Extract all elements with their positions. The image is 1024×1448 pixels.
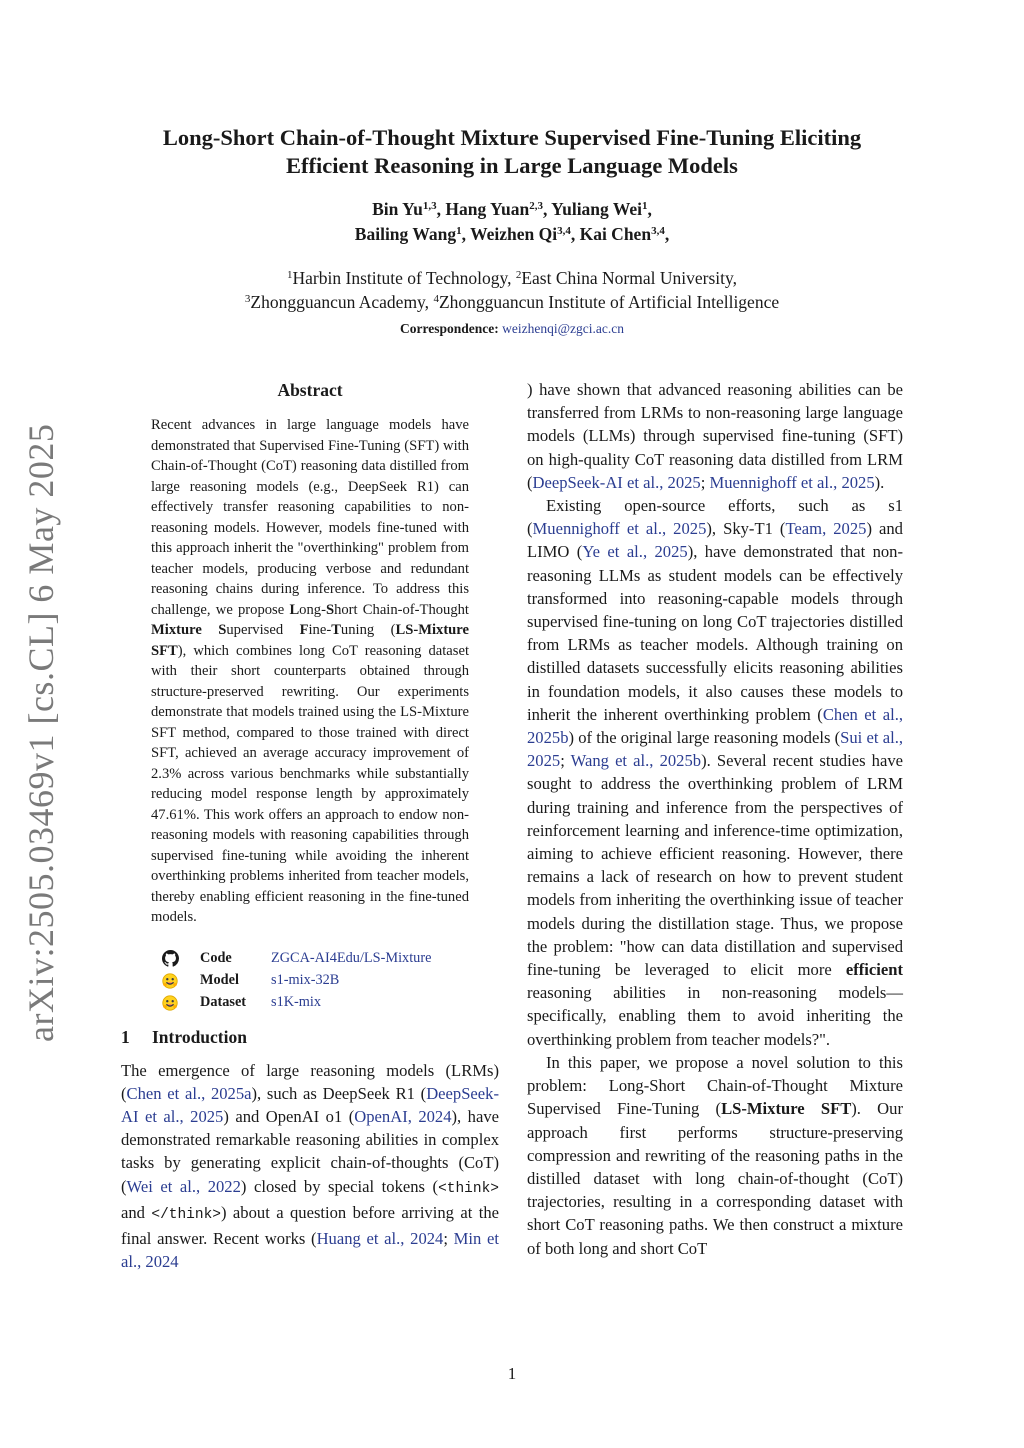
github-icon	[161, 950, 179, 968]
intro-paragraph-1-cont	[527, 378, 903, 494]
method-name-letter: Mixture	[151, 622, 202, 638]
resource-row-model	[161, 970, 499, 992]
body-text: ) and OpenAI o1 (	[223, 1106, 355, 1126]
method-name-letter: T	[331, 622, 341, 638]
abstract-heading: Abstract	[277, 380, 343, 400]
section-title: Introduction	[152, 1026, 247, 1047]
body-text: ). Our approach first performs structure-preserving compression and rewriting of the reasoning paths in the distilled dataset with long chain-of-thought (CoT) trajectories, resulting in a corresponding dataset with short CoT reasoning paths. We then construct a mixture of both long and short CoT	[527, 1099, 903, 1258]
body-text: and	[121, 1202, 152, 1222]
method-name-text: ong-	[299, 601, 326, 618]
author-affiliation-marker: 2,3	[529, 200, 543, 212]
author-list	[100, 197, 924, 247]
citation-link[interactable]: Chen et al., 2025b	[527, 704, 903, 748]
think-close-token: </think>	[151, 1206, 221, 1223]
body-text: ;	[443, 1228, 454, 1248]
method-name-letter: F	[299, 622, 309, 638]
correspondence-email-link[interactable]: weizhenqi@zgci.ac.cn	[502, 321, 624, 336]
right-column	[527, 378, 903, 1260]
left-column	[121, 378, 499, 1273]
body-text: ), have demonstrated remarkable reasoning abilities in complex tasks by generating explicit chain-of-thoughts (CoT) (	[121, 1106, 499, 1196]
paper-header	[100, 124, 924, 339]
author-separator: ,	[436, 199, 446, 219]
affiliation-name: East China Normal University,	[521, 268, 737, 288]
author-affiliation-marker: 1	[456, 225, 462, 237]
dataset-link[interactable]: s1K-mix	[271, 994, 322, 1010]
intro-paragraph-3	[527, 1051, 903, 1260]
citation-link[interactable]: Muennighoff et al., 2025	[709, 472, 875, 492]
method-acronym: LS-Mixture SFT	[721, 1099, 852, 1119]
author-name: Bailing Wang	[354, 224, 457, 244]
method-name-text	[202, 622, 218, 638]
author-name: Hang Yuan	[445, 199, 530, 219]
citation-link[interactable]: Min et al., 2024	[121, 1228, 499, 1272]
body-text: ) about a question before arriving at the final answer. Recent works (	[121, 1202, 499, 1248]
body-text: ), have demonstrated that non-reasoning LLMs as student models can be effectively transformed into reasoning-capable models through supervised fine-tuning on long CoT trajectories distilled from LRMs as teacher models. Although training on distilled datasets successfully elicits reasoning abilities in foundation models, it also causes these models to inherit the inherent overthinking problem (	[527, 542, 903, 724]
section-heading-introduction	[121, 1025, 499, 1049]
resource-key: Dataset	[200, 994, 247, 1010]
body-text: reasoning abilities in non-reasoning models—specifically, enabling them to avoid inheriting the overthinking problem from teacher models?".	[527, 983, 903, 1049]
author-affiliation-marker: 1,3	[422, 200, 437, 212]
correspondence	[100, 319, 924, 339]
page-number: 1	[507, 1364, 517, 1383]
model-link[interactable]: s1-mix-32B	[271, 972, 340, 988]
correspondence-label: Correspondence:	[400, 321, 499, 336]
abstract-text: ), which combines long CoT reasoning dataset with their short counterparts obtained through structure-preserved rewriting. Our experiments demonstrate that models trained using the LS-Mixture SFT method, compared to those trained with direct SFT, achieved an average accuracy improvement of 2.3% across various benchmarks while substantially reducing model response length by approximately 47.61%. This work offers an approach to endow non-reasoning models with reasoning capabilities through supervised fine-tuning while avoiding the inherent overthinking problems inherited from teacher models, thereby enabling efficient reasoning in the fine-tuned models.	[151, 642, 469, 925]
method-name-letter: L	[289, 601, 300, 618]
title-line-1: Long-Short Chain-of-Thought Mixture Supervised Fine-Tuning Eliciting	[162, 125, 862, 150]
method-name-text: ine-	[308, 622, 332, 638]
think-open-token: <think>	[438, 1180, 499, 1197]
author-affiliation-marker: 1	[642, 200, 648, 212]
citation-link[interactable]: Muennighoff et al., 2025	[532, 519, 707, 539]
author-affiliation-marker: 3,4	[557, 225, 571, 237]
method-name-text: uning (	[340, 622, 396, 638]
affiliation-name: Harbin Institute of Technology,	[292, 268, 516, 288]
citation-link[interactable]: DeepSeek-AI et al., 2025	[532, 472, 701, 492]
abstract-body	[151, 415, 469, 928]
citation-link[interactable]: DeepSeek-AI et al., 2025	[121, 1083, 499, 1126]
author-name: Kai Chen	[579, 224, 652, 244]
author-name: Weizhen Qi	[470, 224, 558, 244]
author-separator: ,	[647, 199, 652, 219]
body-text: ;	[700, 472, 710, 492]
affiliation-list	[100, 266, 924, 314]
intro-paragraph-1-start	[121, 1059, 499, 1274]
method-name-letter: S	[325, 601, 335, 618]
resource-links	[161, 948, 499, 1014]
author-name: Bin Yu	[372, 199, 423, 219]
method-acronym: LS-Mixture SFT	[151, 622, 469, 659]
affiliation-name: Zhongguancun Academy,	[250, 292, 434, 312]
affiliation-line-2	[100, 290, 924, 314]
huggingface-icon	[161, 972, 179, 990]
huggingface-icon	[161, 994, 179, 1012]
author-name: Yuliang Wei	[551, 199, 643, 219]
code-repo-link[interactable]: ZGCA-AI4Edu/LS-Mixture	[271, 950, 432, 966]
body-text: ) closed by special tokens (	[240, 1176, 439, 1196]
citation-link[interactable]: Huang et al., 2024	[316, 1228, 444, 1248]
citation-link[interactable]: Chen et al., 2025a	[126, 1083, 252, 1103]
affiliation-number: 4	[433, 293, 439, 305]
citation-link[interactable]: Wang et al., 2025b	[570, 751, 702, 771]
intro-paragraph-2	[527, 494, 903, 1051]
author-separator: ,	[570, 224, 580, 244]
body-text: ). Several recent studies have sought to address the overthinking problem of LRM during training and inference from the perspectives of reinforcement learning and inference-time optimization, aiming to achieve efficient reasoning. However, there remains a lack of research on how to prevent student models from inheriting the overthinking issue of teacher models during the distillation stage. Thus, we propose the problem: "how can data distillation and supervised fine-tuning be leveraged to elicit more	[527, 751, 903, 980]
citation-link[interactable]: Team, 2025	[785, 519, 867, 539]
affiliation-number: 2	[515, 269, 522, 281]
resource-row-dataset	[161, 992, 499, 1014]
section-number: 1	[121, 1026, 130, 1047]
body-text: ) of the original large reasoning models (	[568, 728, 841, 748]
title-line-2: Efficient Reasoning in Large Language Models	[286, 153, 738, 178]
method-name-text: upervised	[226, 622, 300, 638]
method-name-letter: S	[218, 622, 227, 638]
body-text: ).	[874, 472, 885, 492]
abstract-text: Recent advances in large language models have demonstrated that Supervised Fine-Tuning (SFT) with Chain-of-Thought (CoT) reasoning data distilled from large reasoning models (e.g., DeepSeek R1) can effectively transfer reasoning capabilities to non-reasoning models. However, models fine-tuned with this approach inherit the "overthinking" problem from teacher models, producing verbose and redundant reasoning chains during inference. To address this challenge, we propose	[151, 417, 469, 618]
author-separator: ,	[664, 224, 670, 244]
body-text: ;	[560, 751, 571, 771]
citation-link[interactable]: OpenAI, 2024	[354, 1106, 452, 1126]
citation-link[interactable]: Ye et al., 2025	[582, 542, 688, 562]
body-text: The emergence of large reasoning models (LRMs) (	[121, 1060, 499, 1103]
affiliation-line-1	[100, 266, 924, 290]
citation-link[interactable]: Sui et al., 2025	[527, 728, 903, 771]
author-line-2	[100, 222, 924, 247]
body-text: ), such as DeepSeek R1 (	[251, 1083, 427, 1103]
body-text: ), Sky-T1 (	[706, 519, 786, 539]
author-separator: ,	[461, 224, 471, 244]
author-line-1	[100, 197, 924, 222]
body-text: ) have shown that advanced reasoning abilities can be transferred from LRMs to non-reasoning large language models (LLMs) through supervised fine-tuning (SFT) on high-quality CoT reasoning data distilled from LRM (	[527, 380, 903, 492]
paper-title	[100, 124, 924, 180]
body-text: Existing open-source efforts, such as s1 (	[527, 496, 903, 539]
affiliation-name: Zhongguancun Institute of Artificial Intelligence	[438, 292, 780, 312]
resource-key: Code	[200, 950, 232, 966]
method-name-text: hort Chain-of-Thought	[334, 601, 469, 618]
emphasis-efficient: efficient	[845, 960, 903, 980]
resource-key: Model	[200, 972, 239, 988]
citation-link[interactable]: Wei et al., 2022	[126, 1176, 241, 1196]
body-text: In this paper, we propose a novel solution to this problem: Long-Short Chain-of-Thought Mixture Supervised Fine-Tuning (	[527, 1052, 903, 1119]
body-text: ) and LIMO (	[527, 519, 903, 562]
author-separator: ,	[542, 199, 552, 219]
affiliation-number: 3	[244, 293, 251, 305]
affiliation-number: 1	[287, 269, 293, 281]
author-affiliation-marker: 3,4	[651, 225, 665, 237]
resource-row-code	[161, 948, 499, 970]
arxiv-sidebar-stamp: arXiv:2505.03469v1 [cs.CL] 6 May 2025	[21, 423, 61, 1042]
